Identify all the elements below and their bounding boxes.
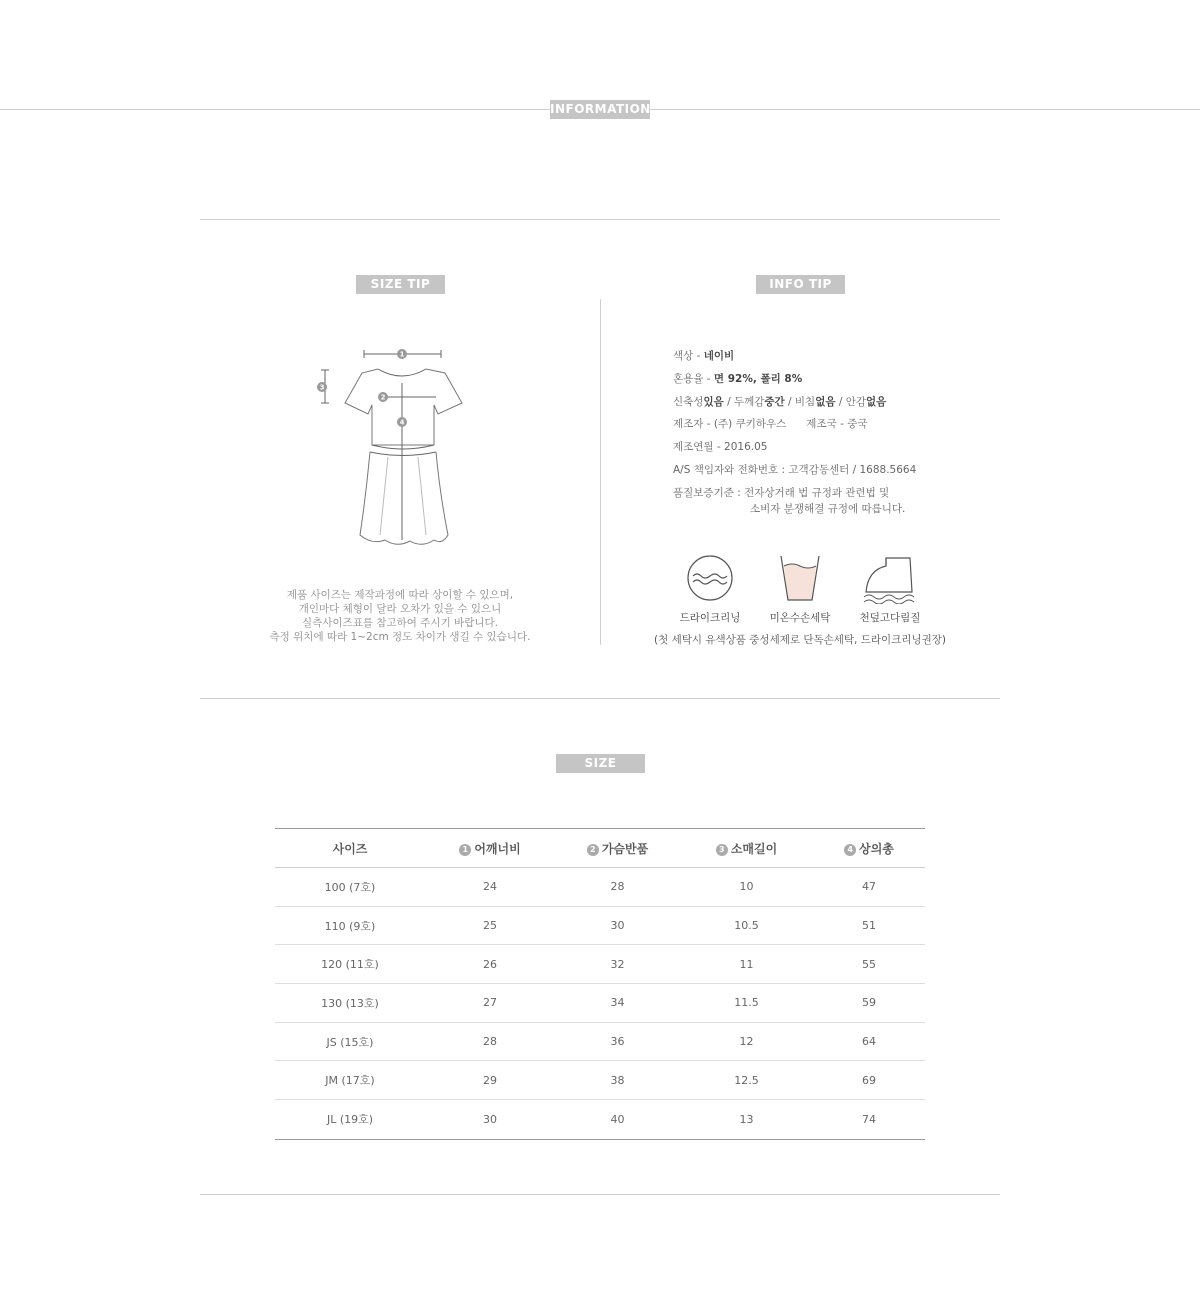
vertical-divider	[600, 299, 601, 645]
cell-chest: 40	[610, 1112, 625, 1126]
table-row	[275, 907, 925, 946]
cell-shoulder: 26	[483, 957, 497, 971]
blend-row	[673, 371, 973, 394]
number-badge-icon: 1	[459, 844, 471, 856]
cell-size: 130 (13호)	[321, 996, 379, 1010]
cell-sleeve: 12.5	[734, 1073, 759, 1087]
header-text: 사이즈	[332, 841, 368, 856]
cell-size: 100 (7호)	[324, 880, 376, 894]
iron-with-cloth-icon	[862, 552, 918, 604]
care-note: (첫 세탁시 유색상품 중성세제로 단독손세탁, 드라이크리닝권장)	[654, 634, 946, 646]
size-tip-notes	[200, 588, 600, 644]
care-label: 미온수손세탁	[769, 612, 831, 624]
cell-length: 51	[862, 919, 876, 933]
cell-sleeve: 11	[739, 957, 754, 971]
cell-chest: 38	[610, 1073, 625, 1087]
section-divider-2	[200, 698, 1000, 699]
thickness-value: 중간	[764, 395, 785, 408]
cell-shoulder: 29	[483, 1073, 497, 1087]
cell-shoulder: 28	[483, 1035, 497, 1049]
cell-sleeve: 13	[739, 1112, 754, 1126]
table-row	[275, 1061, 925, 1100]
cell-sleeve: 10	[739, 880, 754, 894]
table-row	[275, 945, 925, 984]
as-row: A/S 책임자와 전화번호 : 고객감동센터 / 1688.5664	[673, 463, 917, 476]
size-note-line: 제품 사이즈는 제작과정에 따라 상이할 수 있으며,	[286, 589, 514, 601]
thickness-label: / 두께감	[723, 395, 765, 408]
cell-sleeve: 11.5	[734, 996, 759, 1010]
cell-length: 47	[862, 880, 876, 894]
care-label: 천덮고다림질	[859, 612, 921, 624]
header-size	[275, 840, 425, 857]
header-chest	[555, 840, 680, 857]
header-length	[813, 840, 925, 857]
marker-3-text: 3	[319, 383, 325, 392]
care-label: 드라이크리닝	[679, 612, 741, 624]
date-row: 제조연월 - 2016.05	[673, 441, 768, 454]
cell-chest: 34	[610, 996, 625, 1010]
cell-length: 64	[862, 1035, 876, 1049]
care-dry-clean	[670, 552, 750, 625]
color-label: 색상 -	[673, 350, 704, 362]
care-hand-wash	[760, 552, 840, 625]
size-tip-label: SIZE TIP	[356, 275, 445, 294]
cell-length: 55	[862, 957, 876, 971]
cell-sleeve: 10.5	[734, 919, 759, 933]
size-note-line: 개인마다 체형이 달라 오차가 있을 수 있으니	[298, 603, 502, 615]
cell-size: 120 (11호)	[321, 958, 379, 972]
sheer-label: / 비침	[784, 395, 816, 408]
maker-row	[673, 416, 973, 439]
blend-label: 혼용율 -	[673, 372, 714, 385]
quality-row-2: 소비자 분쟁해결 규정에 따릅니다.	[750, 502, 906, 515]
maker-text: 제조자 - (주) 쿠키하우스	[673, 418, 787, 431]
cell-shoulder: 24	[483, 880, 497, 894]
number-badge-icon: 4	[844, 844, 856, 856]
info-tip-label: INFO TIP	[756, 275, 845, 294]
marker-2-text: 2	[380, 393, 386, 402]
cell-shoulder: 25	[483, 919, 497, 933]
cell-length: 74	[862, 1112, 876, 1126]
cell-chest: 28	[610, 880, 625, 894]
cell-chest: 36	[610, 1035, 625, 1049]
blend-value: 면 92%, 폴리 8%	[713, 372, 803, 385]
country-text: 제조국 - 중국	[806, 418, 868, 431]
table-row	[275, 1023, 925, 1062]
cell-length: 59	[862, 996, 876, 1010]
color-value: 네이비	[703, 350, 735, 362]
lining-value: 없음	[865, 395, 887, 408]
hand-wash-icon	[775, 552, 825, 604]
table-header	[275, 829, 925, 868]
cell-size: 110 (9호)	[324, 919, 376, 933]
cell-shoulder: 30	[483, 1112, 497, 1126]
size-note-line: 실측사이즈표를 참고하여 주시기 바랍니다.	[302, 617, 498, 629]
header-shoulder	[425, 840, 555, 857]
information-label: INFORMATION	[550, 100, 650, 119]
header-text: 상의총	[859, 841, 894, 856]
number-badge-icon: 2	[587, 844, 599, 856]
cell-sleeve: 12	[739, 1035, 754, 1049]
header-text: 어깨너비	[474, 841, 521, 856]
cell-chest: 30	[610, 919, 625, 933]
size-note-line: 측정 위치에 따라 1~2cm 정도 차이가 생길 수 있습니다.	[269, 631, 531, 643]
table-row	[275, 984, 925, 1023]
sheer-value: 없음	[815, 395, 836, 408]
marker-4-text: 4	[399, 418, 405, 427]
color-row	[673, 348, 973, 371]
header-sleeve	[680, 840, 813, 857]
table-row	[275, 1100, 925, 1139]
dry-clean-icon	[685, 552, 735, 604]
cell-size: JM (17호)	[325, 1074, 375, 1088]
marker-1-text: 1	[399, 350, 405, 359]
cell-shoulder: 27	[483, 996, 497, 1010]
cell-size: JS (15호)	[326, 1035, 374, 1049]
care-iron	[850, 552, 930, 625]
section-divider-1	[200, 219, 1000, 220]
cell-length: 69	[862, 1073, 876, 1087]
dress-diagram	[300, 335, 480, 560]
number-badge-icon: 3	[716, 844, 728, 856]
size-table	[275, 828, 925, 1140]
header-text: 가슴반품	[601, 841, 649, 856]
header-text: 소매길이	[730, 841, 778, 856]
cell-chest: 32	[610, 957, 625, 971]
section-divider-3	[200, 1194, 1000, 1195]
quality-row-1: 품질보증기준 : 전자상거래 법 규정과 관련법 및	[673, 486, 890, 499]
stretch-value: 있음	[703, 395, 724, 408]
cell-size: JL (19호)	[326, 1113, 374, 1127]
info-list	[673, 348, 973, 523]
stretch-label: 신축성	[673, 395, 704, 408]
fabric-row	[673, 394, 973, 417]
table-row	[275, 868, 925, 907]
lining-label: / 안감	[835, 395, 866, 408]
size-label: SIZE	[556, 754, 645, 773]
